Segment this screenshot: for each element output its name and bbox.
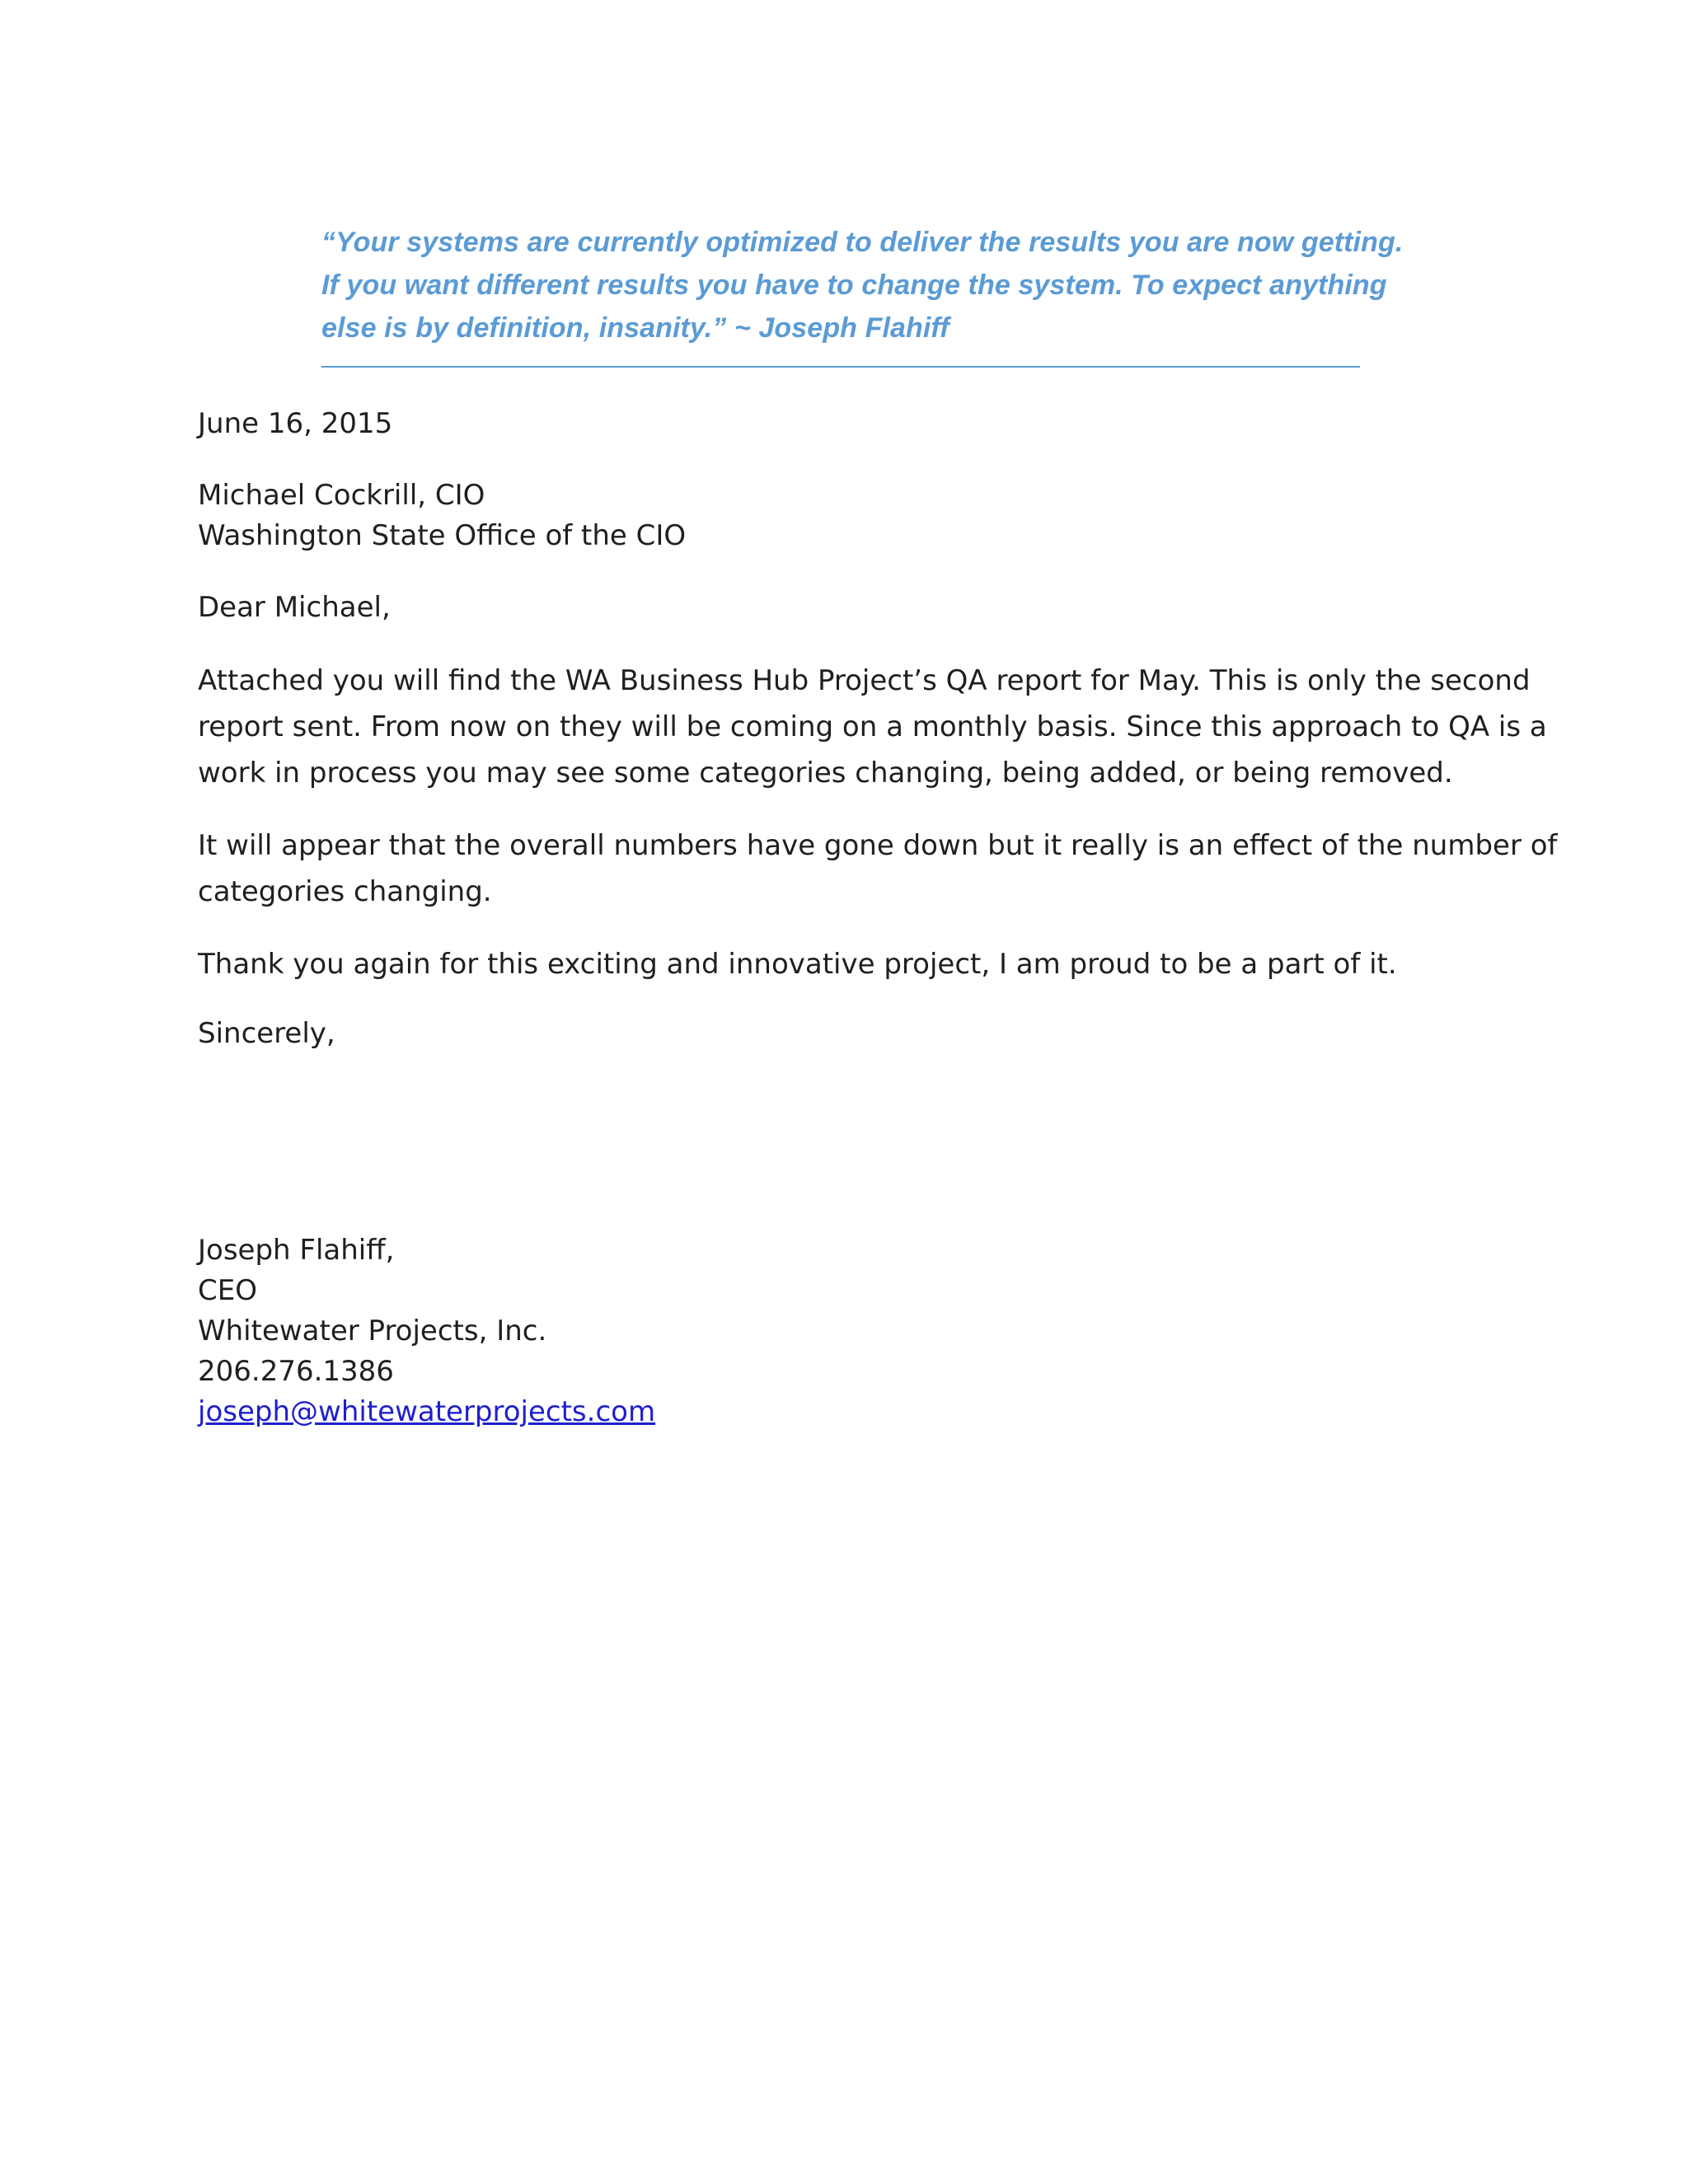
- paragraph-line: categories changing.: [198, 875, 492, 908]
- signature-company: Whitewater Projects, Inc.: [198, 1315, 547, 1347]
- header-quote: [321, 221, 1404, 368]
- quote-line: If you want different results you have to change the system. To expect anything: [321, 269, 1387, 301]
- quote-line: else is by definition, insanity.” ~ Joseph Flahiff: [321, 312, 950, 344]
- paragraph-numbers: [198, 823, 1558, 915]
- salutation: Dear Michael,: [198, 591, 391, 624]
- paragraph-line: work in process you may see some categories changing, being added, or being removed.: [198, 757, 1453, 790]
- quote-line: “Your systems are currently optimized to deliver the results you are now getting.: [321, 227, 1404, 258]
- paragraph-thanks: [198, 941, 1500, 987]
- signature-email-link[interactable]: joseph@whitewaterprojects.com: [198, 1395, 656, 1428]
- paragraph-line: Attached you will find the WA Business Hub Project’s QA report for May. This is only the second: [198, 664, 1531, 697]
- paragraph-line: Thank you again for this exciting and innovative project, I am proud to be a part of it.: [198, 948, 1397, 981]
- recipient-block: [198, 476, 1500, 556]
- letter-date: June 16, 2015: [198, 407, 393, 440]
- signature-name: Joseph Flahiff,: [198, 1234, 395, 1267]
- paragraph-line: It will appear that the overall numbers have gone down but it really is an effect of the number of: [198, 829, 1558, 862]
- paragraph-line: report sent. From now on they will be coming on a monthly basis. Since this approach to QA is a: [198, 710, 1547, 743]
- paragraph-qa-report: [198, 658, 1547, 796]
- recipient-organization: Washington State Office of the CIO: [198, 519, 687, 552]
- recipient-name: Michael Cockrill, CIO: [198, 479, 485, 512]
- signature-title: CEO: [198, 1274, 257, 1307]
- signature-phone: 206.276.1386: [198, 1355, 394, 1388]
- closing: Sincerely,: [198, 1017, 335, 1050]
- signature-block: [198, 1230, 1500, 1432]
- letter-body: [198, 404, 1558, 1432]
